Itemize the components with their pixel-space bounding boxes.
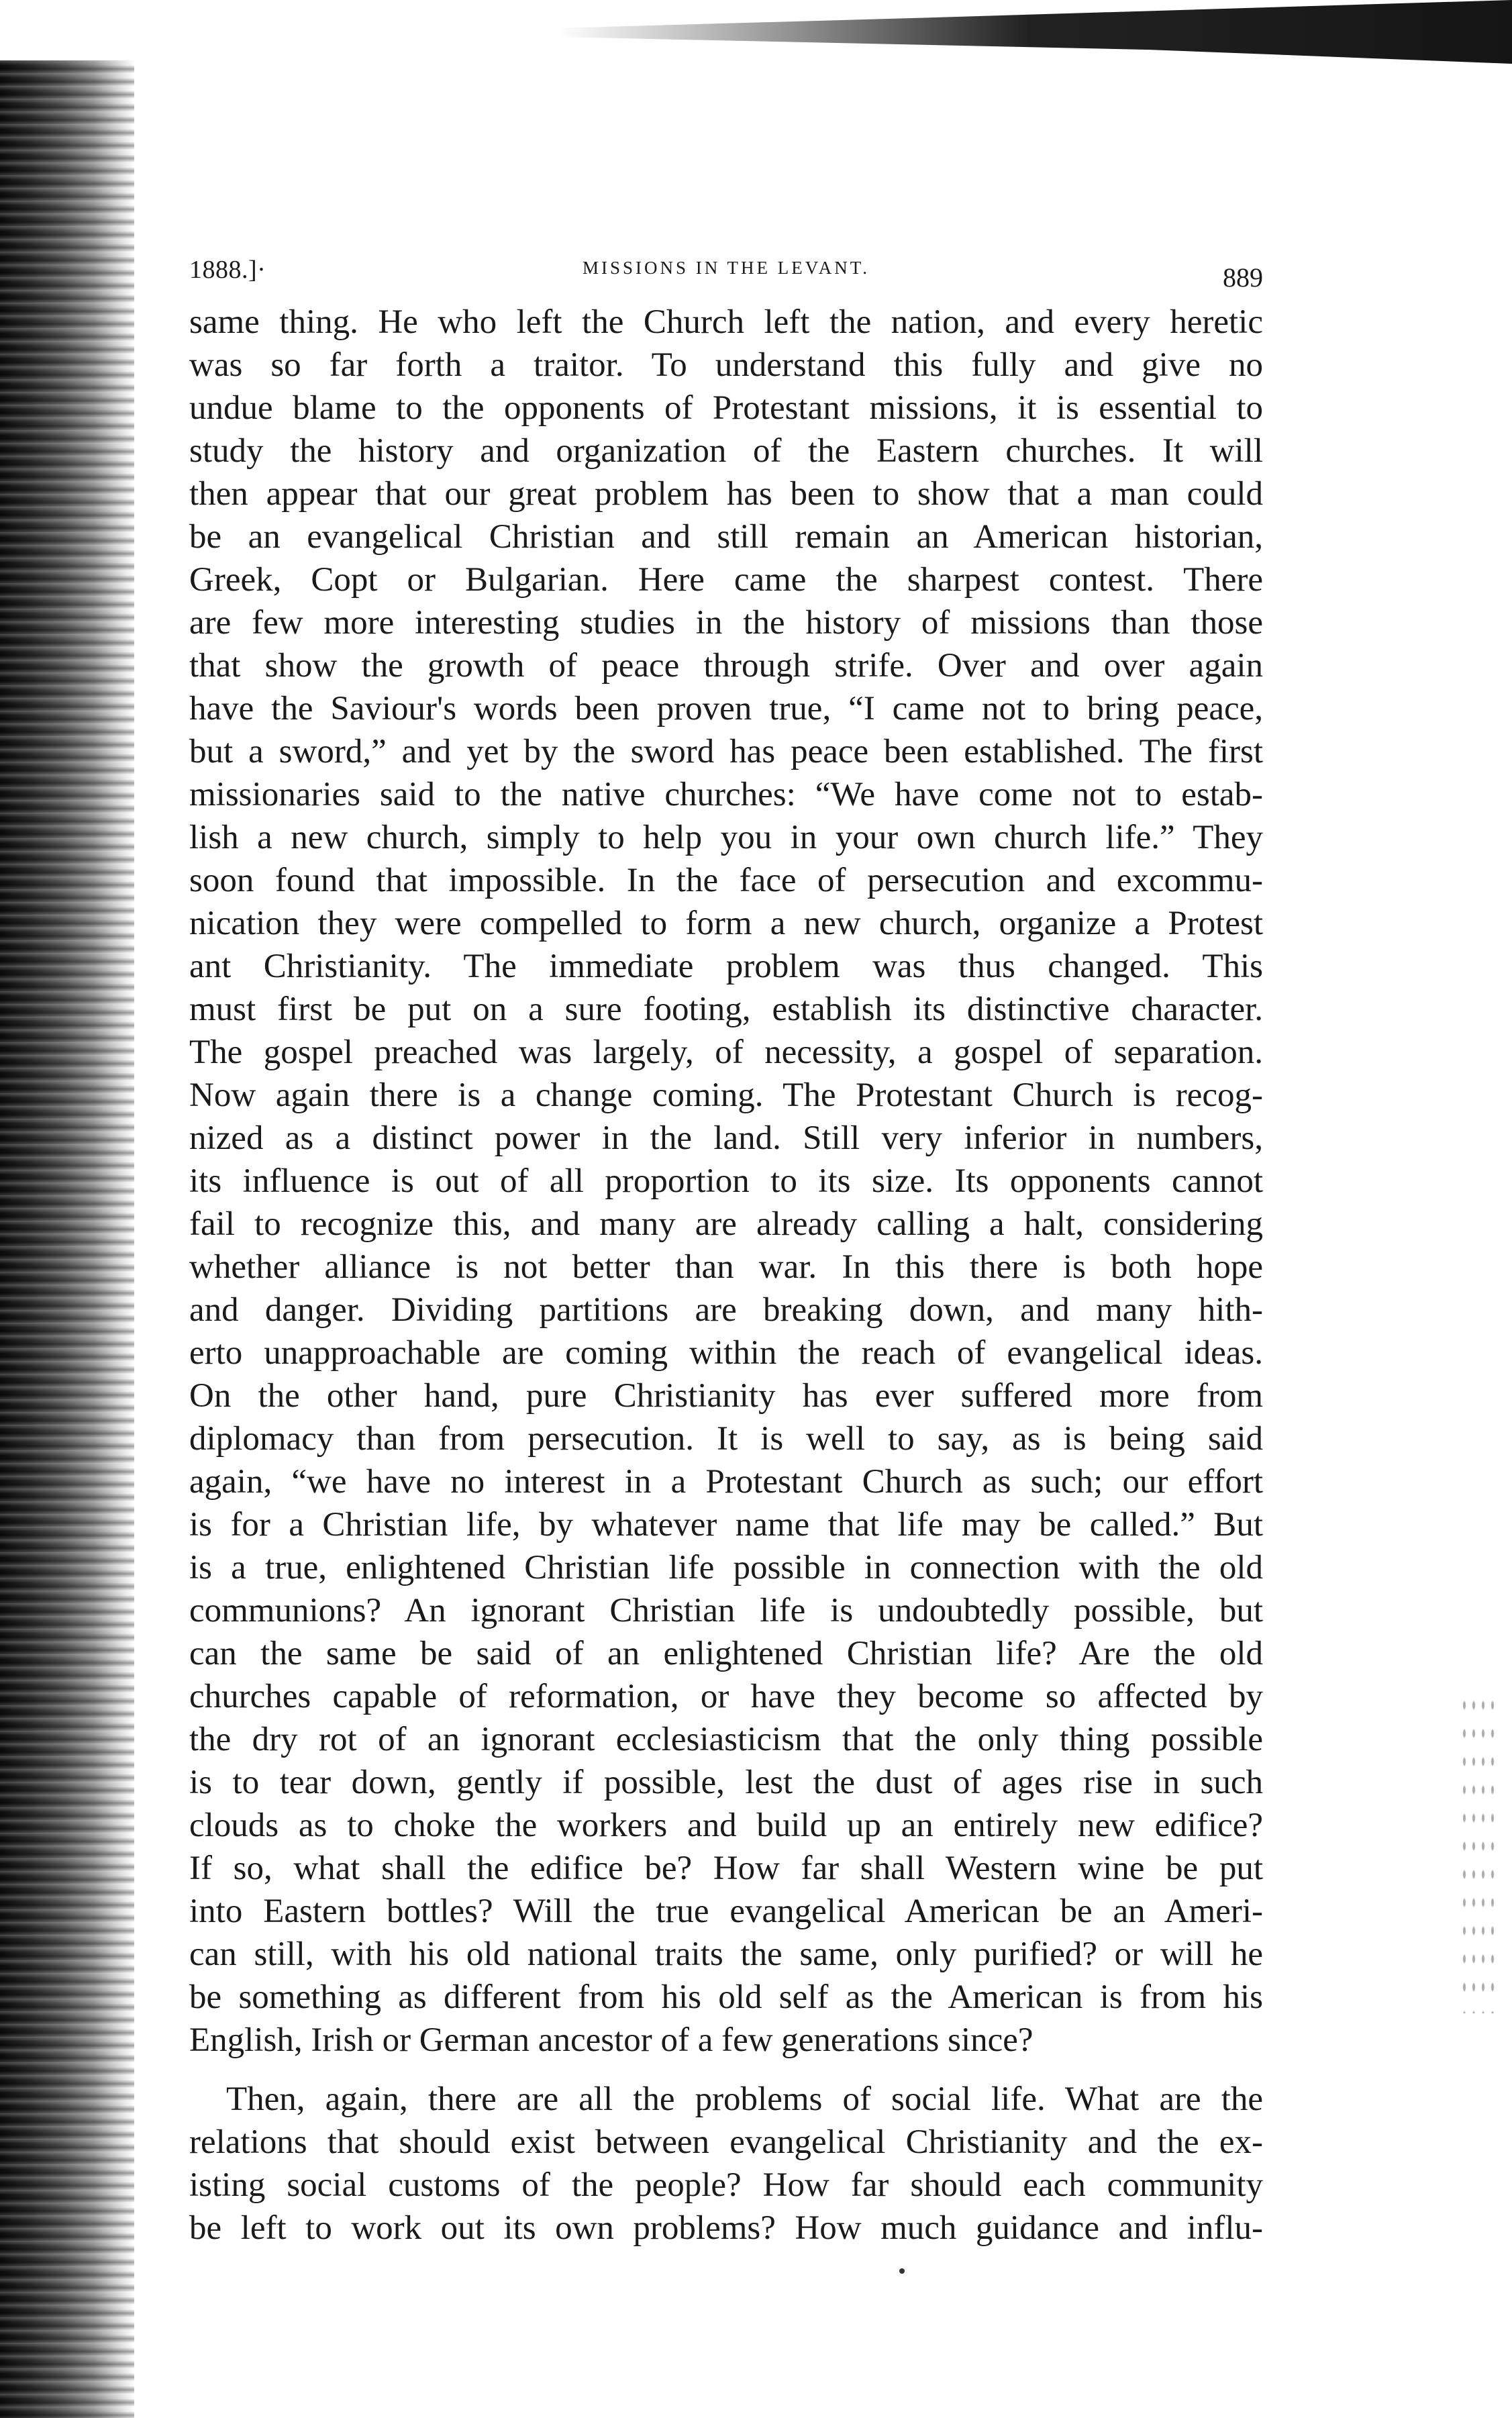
- text-line: then appear that our great problem has been to show that a man could: [189, 475, 1263, 513]
- text-line: relations that should exist between evangelical Christianity and the ex-: [189, 2123, 1263, 2161]
- text-line: are few more interesting studies in the history of missions than those: [189, 604, 1263, 642]
- scan-binding-edge: [0, 60, 134, 2418]
- text-line: On the other hand, pure Christianity has ever suffered more from: [189, 1377, 1263, 1415]
- text-line: can still, with his old national traits the same, only purified? or will he: [189, 1935, 1263, 1973]
- text-line: churches capable of reformation, or have they become so affected by: [189, 1678, 1263, 1715]
- text-line: can the same be said of an enlightened Christian life? Are the old: [189, 1635, 1263, 1672]
- text-line: clouds as to choke the workers and build up an entirely new edifice?: [189, 1807, 1263, 1844]
- text-line: that show the growth of peace through strife. Over and over again: [189, 647, 1263, 685]
- text-line: be something as different from his old self as the American is from his: [189, 1978, 1263, 2016]
- text-line: English, Irish or German ancestor of a few generations since?: [189, 2021, 1034, 2059]
- text-line: fail to recognize this, and many are already calling a halt, considering: [189, 1205, 1263, 1243]
- scan-top-streak: [559, 0, 1512, 64]
- text-line: nized as a distinct power in the land. Still very inferior in numbers,: [189, 1119, 1263, 1157]
- text-line: ant Christianity. The immediate problem was thus changed. This: [189, 948, 1263, 985]
- text-line: same thing. He who left the Church left the nation, and every heretic: [189, 303, 1263, 341]
- book-page: [189, 247, 1263, 2250]
- scan-speckles: [1460, 1691, 1500, 2013]
- text-line: have the Saviour's words been proven true, “I came not to bring peace,: [189, 690, 1263, 727]
- text-line: undue blame to the opponents of Protestant missions, it is essential to: [189, 389, 1263, 427]
- running-head: [189, 247, 1263, 301]
- text-line: but a sword,” and yet by the sword has peace been established. The first: [189, 733, 1263, 770]
- text-line: be left to work out its own problems? How much guidance and influ-: [189, 2209, 1263, 2247]
- text-line: Now again there is a change coming. The Protestant Church is recog-: [189, 1076, 1263, 1114]
- text-line: whether alliance is not better than war. In this there is both hope: [189, 1248, 1263, 1286]
- text-line: Then, again, there are all the problems of social life. What are the: [226, 2080, 1263, 2118]
- text-line: was so far forth a traitor. To understand this fully and give no: [189, 346, 1263, 384]
- text-line: nication they were compelled to form a new church, organize a Protest: [189, 905, 1263, 942]
- page-number: 889: [1223, 262, 1263, 293]
- text-line: If so, what shall the edifice be? How far shall Western wine be put: [189, 1850, 1263, 1887]
- text-line: into Eastern bottles? Will the true evangelical American be an Ameri-: [189, 1893, 1263, 1930]
- text-line: again, “we have no interest in a Protestant Church as such; our effort: [189, 1463, 1263, 1501]
- text-line: is for a Christian life, by whatever name that life may be called.” But: [189, 1506, 1263, 1544]
- text-line: the dry rot of an ignorant ecclesiasticism that the only thing possible: [189, 1721, 1263, 1758]
- ink-speck: [899, 2268, 905, 2274]
- text-line: erto unapproachable are coming within the reach of evangelical ideas.: [189, 1334, 1263, 1372]
- text-line: lish a new church, simply to help you in your own church life.” They: [189, 819, 1263, 856]
- header-title: MISSIONS IN THE LEVANT.: [582, 258, 870, 278]
- text-line: study the history and organization of the Eastern churches. It will: [189, 432, 1263, 470]
- text-line: The gospel preached was largely, of necessity, a gospel of separation.: [189, 1034, 1263, 1071]
- text-line: is to tear down, gently if possible, lest the dust of ages rise in such: [189, 1764, 1263, 1801]
- paragraph-1: [189, 301, 1263, 2062]
- text-line: and danger. Dividing partitions are breaking down, and many hith-: [189, 1291, 1263, 1329]
- text-line: soon found that impossible. In the face of persecution and excommu-: [189, 862, 1263, 899]
- text-line: be an evangelical Christian and still remain an American historian,: [189, 518, 1263, 556]
- text-line: is a true, enlightened Christian life possible in connection with the old: [189, 1549, 1263, 1586]
- text-line: isting social customs of the people? How far should each community: [189, 2166, 1263, 2204]
- text-line: missionaries said to the native churches: “We have come not to estab-: [189, 776, 1263, 813]
- header-year: 1888.]·: [189, 256, 266, 284]
- text-line: communions? An ignorant Christian life is undoubtedly possible, but: [189, 1592, 1263, 1629]
- text-line: diplomacy than from persecution. It is well to say, as is being said: [189, 1420, 1263, 1458]
- text-line: Greek, Copt or Bulgarian. Here came the sharpest contest. There: [189, 561, 1263, 599]
- text-line: its influence is out of all proportion to its size. Its opponents cannot: [189, 1162, 1263, 1200]
- text-line: must first be put on a sure footing, establish its distinctive character.: [189, 991, 1263, 1028]
- paragraph-2: [189, 2078, 1263, 2250]
